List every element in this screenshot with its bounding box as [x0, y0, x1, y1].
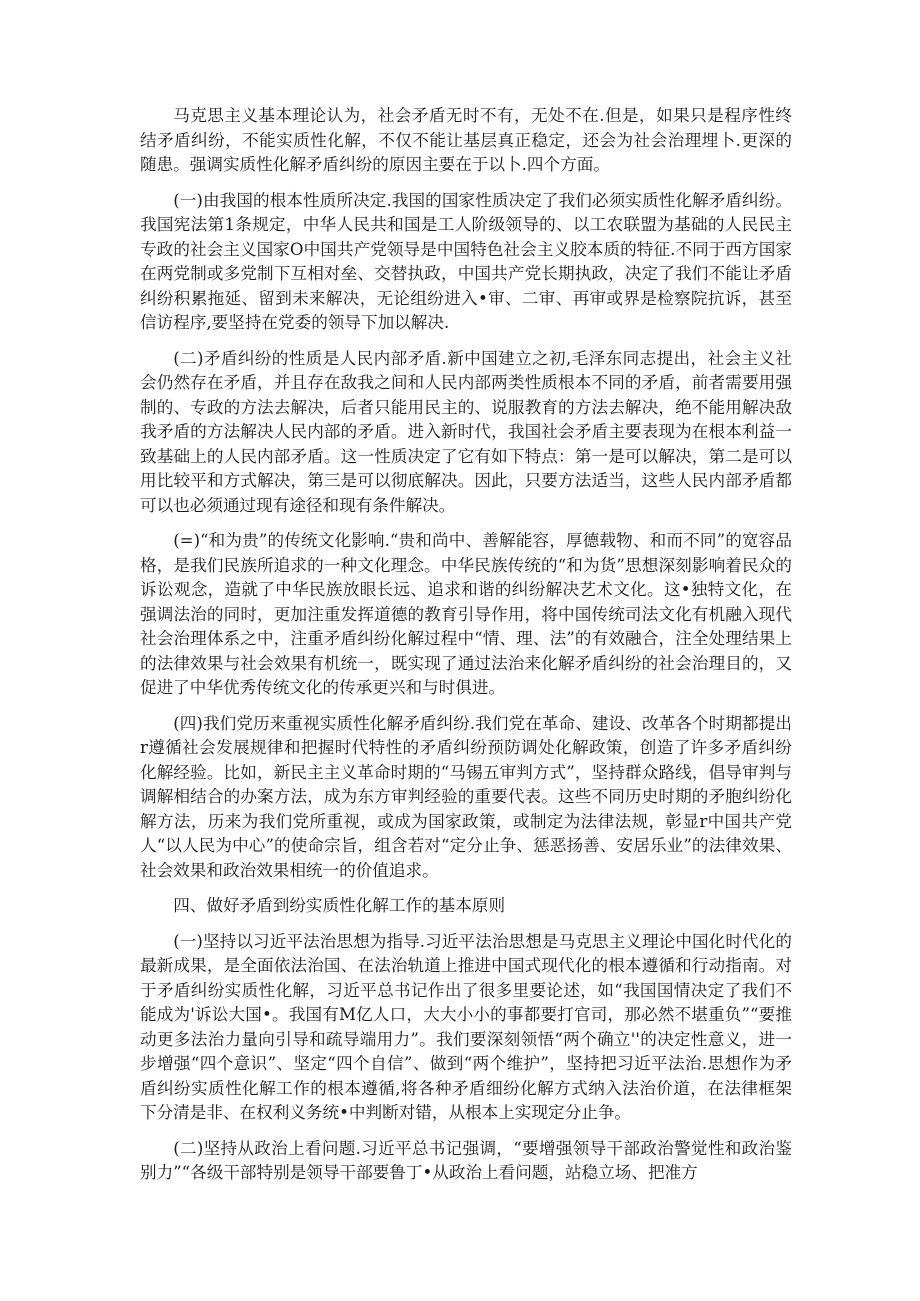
paragraph-point-2: (二)矛盾纠纷的性质是人民内部矛盾.新中国建立之初,毛泽东同志提出，社会主义社会仍然存在矛盾，并且存在敌我之间和人民内部两类性质根本不同的矛盾，前者需要用强制的、专政的方法去解决，后者只能用民主的、说服教育的方法去解决，绝不能用解决敌我矛盾的方法解决人民内部的矛盾。进入新时代，我国社会矛盾主要表现为在根本利益一致基础上的人民内部矛盾。这一性质决定了它有如下特点：第一是可以解决，第二是可以用比较平和方式解决，第三是可以彻底解决。因此，只要方法适当，这些人民内部矛盾都可以也必须通过现有途径和现有条件解决。: [140, 348, 792, 515]
paragraph-point-1: (一)由我国的根本性质所决定.我国的国家性质决定了我们必须实质性化解矛盾纠纷。我国宪法第1条规定，中华人民共和国是工人阶级领导的、以工农联盟为基础的人民民主专政的社会主义国家O中国共产党领导是中国特色社会主义胶本质的特征.不同于西方国家在两党制或多党制下互相对垒、交替执政，中国共产党长期执政，决定了我们不能让矛盾纠纷积累拖延、留到未来解决，无论组纷进入•审、二审、再审或界是检察院抗诉，甚至信访程序,要坚持在党委的领导下加以解决.: [140, 190, 792, 332]
paragraph-intro: 马克思主义基本理论认为，社会矛盾无时不有，无处不在.但是，如果只是程序性终结矛盾纠纷，不能实质性化解，不仅不能让基层真正稳定，还会为社会治理埋卜.更深的随患。强调实质性化解矛盾纠纷的原因主要在于以卜.四个方面。: [140, 106, 792, 174]
paragraph-principle-2: (二)坚持从政治上看问题.习近平总书记强调，“要增强领导干部政治警觉性和政治鉴别力”“各级干部特别是领导干部要鲁丁•从政治上看问题，站稳立场、把准方: [140, 1138, 792, 1182]
document-page: [140, 104, 792, 1197]
section-heading: 四、做好矛盾到纷实质性化解工作的基本原则: [173, 896, 506, 915]
paragraph-point-4: (四)我们党历来重视实质性化解矛盾纠纷.我们党在革命、建设、改革各个时期都提出r遵循社会发展规律和把握时代特性的矛盾纠纷预防调处化解政策，创造了许多矛盾纠纷化解经验。比如，新民主主义革命时期的“马锡五审判方式”，坚持群众路线，倡导审判与调解相结合的办案方法，成为东方审判经验的重要代表。这些不同历史时期的矛胞纠纷化解方法，历来为我们党所重视，或成为国家政策，或制定为法律法规，彰显r中国共产党人“以人民为中心”的使命宗旨，组含若对“定分止争、惩恶扬善、安居乐业”的法律效果、社会效果和政治效果相统一的价值追求。: [140, 713, 792, 880]
paragraph-principle-1: (一)坚持以习近平法治思想为指导.习近平法治思想是马克思主义理论中国化时代化的最新成果，是全面依法治国、在法治轨道上推进中国式现代化的根本遵循和行动指南。对于矛盾纠纷实质性化解，习近平总书记作出了很多里要论述，如“我国国情决定了我们不能成为'诉讼大国•。我国有M亿人口，大大小小的事都要打官司，那必然不堪重负”“要推动更多法治力量向引导和疏导端用力”。我们要深刻领悟“两个确立''的决定性意义，进一步增强“四个意识”、坚定“四个自信”、做到“两个维护”，坚持把习近平法治.思想作为矛盾纠纷实质性化解工作的根本遵循,将各种矛盾细纷化解方式纳入法治价道，在法律框架下分清是非、在权利义务统•中判断对错，从根本上实现定分止争。: [140, 931, 792, 1122]
paragraph-point-3: (=)“和为贵”的传统文化影响.“贵和尚中、善解能容，厚德载物、和而不同”的宽容品格，是我们民族所追求的一种文化理念。中华民族传统的“和为货”思想深刻影响着民众的诉讼观念，造就了中华民族放眼长远、追求和谐的纠纷解决艺术文化。这•独特文化，在强调法治的同时，更加注重发挥道德的教育引导作用，将中国传统司法文化有机融入现代社会治理体系之中，注重矛盾纠纷化解过程中“情、理、法”的有效融合，注全处理结果上的法律效果与社会效果有机统一，既实现了通过法治来化解矛盾纠纷的社会治理目的，又促进了中华优秀传统文化的传承更兴和与时俱进。: [140, 531, 792, 697]
